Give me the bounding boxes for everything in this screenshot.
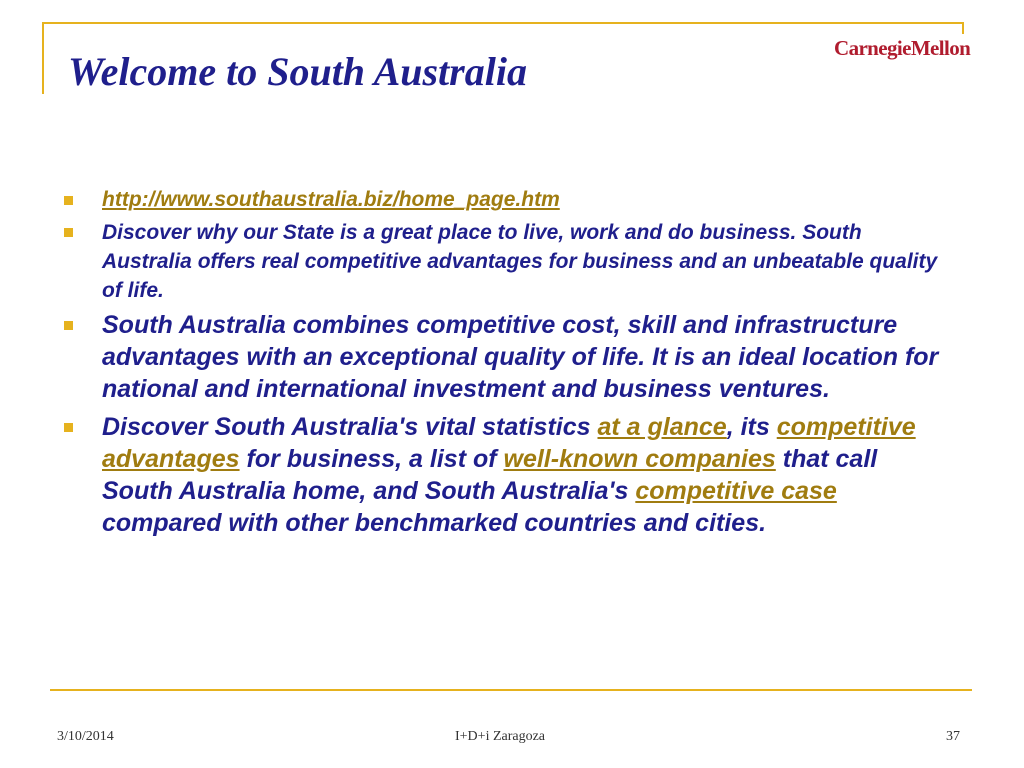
at-a-glance-link[interactable]: at a glance [597,413,727,441]
footer-rule [50,689,972,691]
frame-right-rule [962,22,964,34]
bullet-marker-icon [64,228,73,237]
competitive-advantages-link[interactable]: competitive advantages [102,413,916,473]
bullet-marker-icon [64,321,73,330]
bullet-text-segment: compared with other benchmarked countries and cities. [102,509,767,537]
bullet-list [62,186,942,545]
southaustralia-url-link[interactable]: http://www.southaustralia.biz/home_page.htm [102,188,560,211]
bullet-vital-statistics [62,411,942,539]
carnegie-mellon-logo: CarnegieMellon [834,36,971,60]
footer-date: 3/10/2014 [57,729,114,744]
frame-top-rule [42,22,964,24]
bullet-marker-icon [64,196,73,205]
frame-left-rule [42,22,44,94]
well-known-companies-link[interactable]: well-known companies [503,445,776,473]
bullet-text: South Australia combines competitive cost, skill and infrastructure advantages with an exceptional quality of life. It is an ideal location for national and international investment and business ventures. [102,311,939,403]
competitive-case-link[interactable]: competitive case [635,477,837,505]
slide-title: Welcome to South Australia [68,49,527,94]
footer-center-text: I+D+i Zaragoza [455,729,546,744]
bullet-marker-icon [64,423,73,432]
footer-page-number: 37 [946,729,960,744]
bullet-text: Discover why our State is a great place to live, work and do business. South Australia offers real competitive advantages for business and an unbeatable quality of life. [102,221,938,302]
bullet-url [62,186,942,214]
bullet-text-segment: Discover South Australia's vital statistics [102,413,598,441]
bullet-text-segment: that call South Australia home, and South Australia's [102,445,878,505]
bullet-text-segment: for business, a list of [239,445,504,473]
bullet-text-segment: , its [726,413,777,441]
bullet-combines-advantages [62,309,942,405]
bullet-discover-state [62,218,942,305]
